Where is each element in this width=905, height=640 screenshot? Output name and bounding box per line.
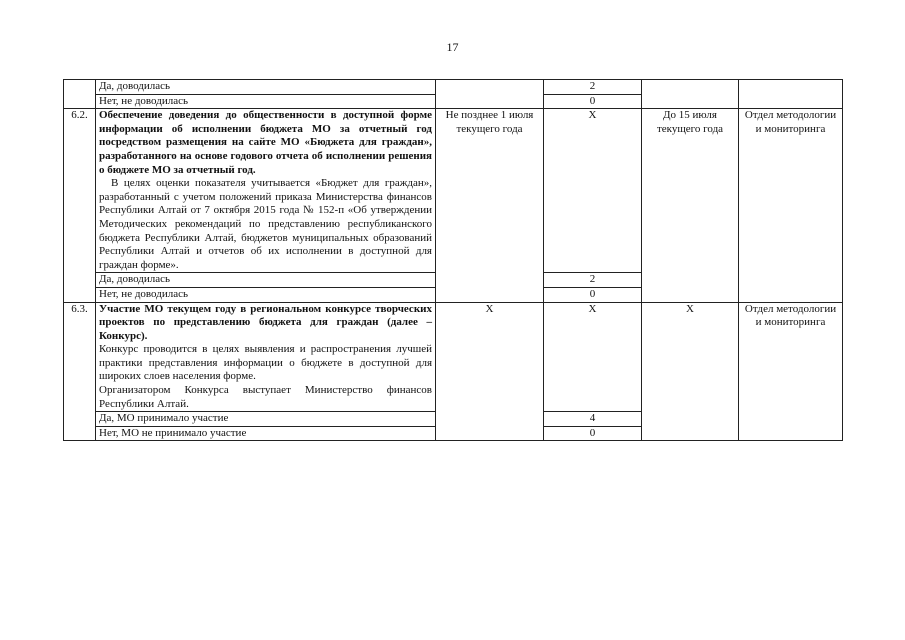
item-description [96, 302, 436, 412]
option-label: Нет, не доводилась [96, 94, 436, 109]
option-score: 0 [544, 287, 642, 302]
date-cell: До 15 июля текущего года [642, 109, 739, 302]
page-number: 17 [446, 40, 459, 54]
deadline-cell: Не позднее 1 июля текущего года [436, 109, 544, 302]
department-cell: Отдел методологии и мониторинга [739, 109, 843, 302]
deadline-cell [436, 80, 544, 109]
item-number: 6.3. [64, 302, 96, 441]
option-label: Нет, не доводилась [96, 287, 436, 302]
table-row [64, 80, 843, 95]
mark-cell: X [544, 302, 642, 412]
option-label: Да, доводилась [96, 80, 436, 95]
option-label: Да, доводилась [96, 273, 436, 288]
option-score: 0 [544, 94, 642, 109]
indicator-table [63, 79, 843, 441]
item-note: В целях оценки показателя учитывается «Бюджет для граждан», разработанный с учетом положений приказа Министерства финансов Республики Алтай от 7 октября 2015 года № 152-п «Об утверждении Методических рекомендаций по представлению республиканского бюджета Республики Алтай, бюджетов муниципальных образований Республики Алтай и отчетов об их исполнении в доступной для граждан форме». [99, 177, 432, 271]
mark-cell: X [544, 109, 642, 273]
option-label: Да, МО принимало участие [96, 412, 436, 427]
department-cell [739, 80, 843, 109]
table-row [64, 109, 843, 273]
date-cell [642, 80, 739, 109]
item-note: Организатором Конкурса выступает Министерство финансов Республики Алтай. [99, 384, 432, 410]
option-score: 2 [544, 273, 642, 288]
option-score: 4 [544, 412, 642, 427]
item-title: Участие МО текущем году в региональном конкурсе творческих проектов по представлению бюджета для граждан (далее – Конкурс). [99, 302, 432, 342]
option-score: 2 [544, 80, 642, 95]
item-number: 6.2. [64, 109, 96, 302]
item-title: Обеспечение доведения до общественности в доступной форме информации об исполнении бюджета МО за отчетный год посредством размещения на сайте МО «Бюджета для граждан», разработанного на основе годового отчета об исполнении решения о бюджете МО за отчетный год. [99, 109, 432, 176]
option-label: Нет, МО не принимало участие [96, 426, 436, 441]
number-cell [64, 80, 96, 109]
department-cell: Отдел методологии и мониторинга [739, 302, 843, 441]
item-note: Конкурс проводится в целях выявления и распространения лучшей практики представления информации о бюджете в доступной для широких слоев населения форме. [99, 343, 432, 383]
item-description [96, 109, 436, 273]
table-row [64, 302, 843, 412]
deadline-cell: X [436, 302, 544, 441]
option-score: 0 [544, 426, 642, 441]
date-cell: X [642, 302, 739, 441]
